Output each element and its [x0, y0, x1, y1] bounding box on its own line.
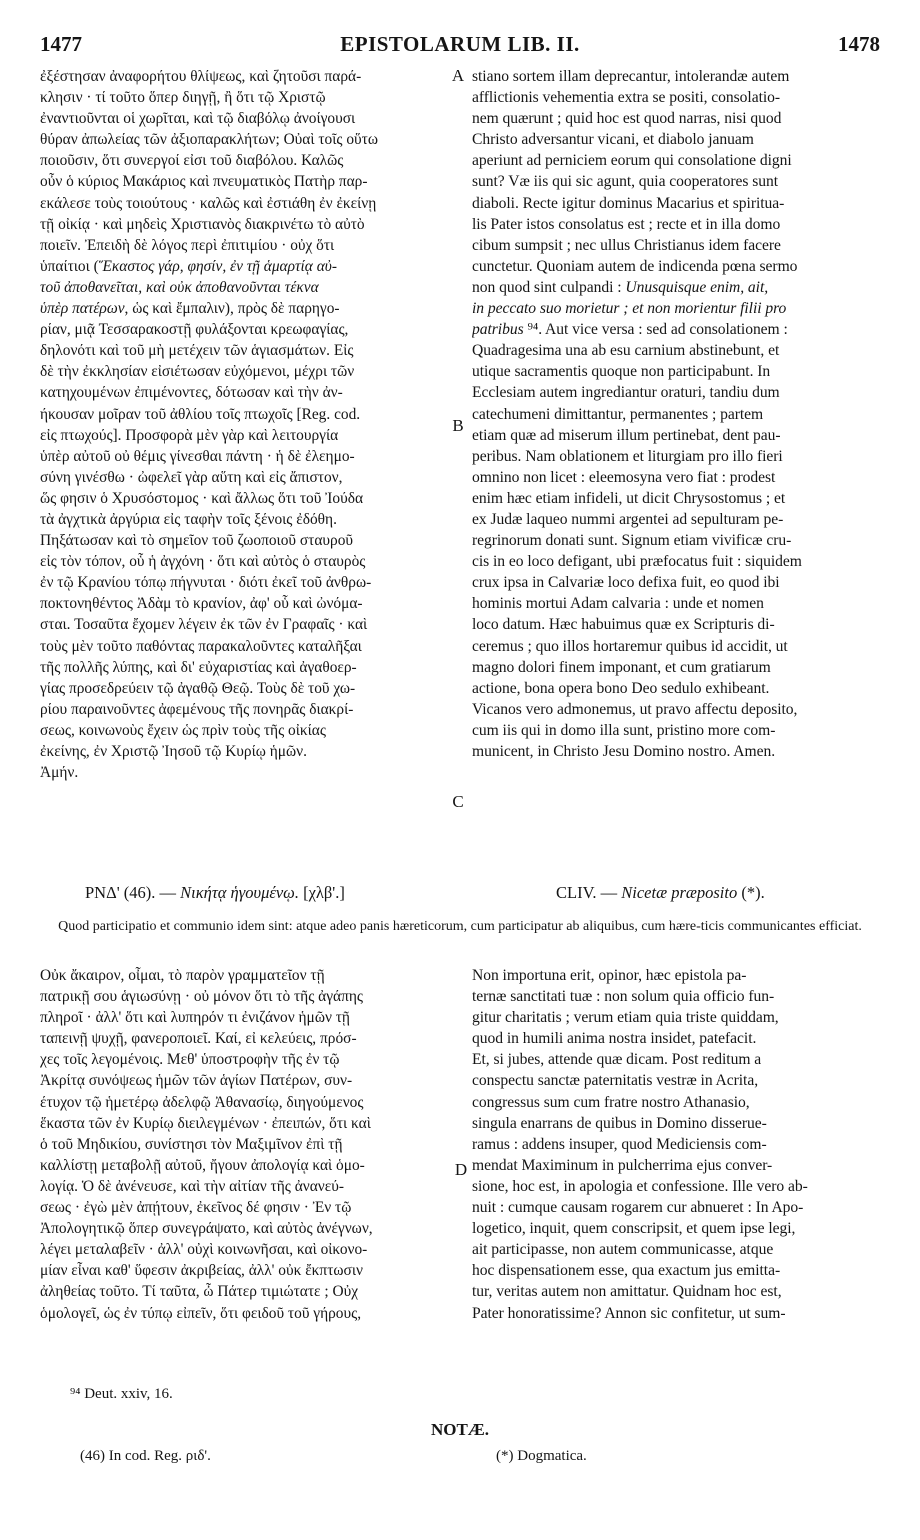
greek-line [40, 298, 458, 319]
greek-line: τὰ ἀγχτικὰ ἀργύρια εἰς ταφὴν τοῖς ξένοις ἐδόθη. [40, 510, 337, 528]
note-star: (*) Dogmatica. [496, 1448, 587, 1464]
latin-line: utique sacramentis quoque non participabunt. In [472, 363, 771, 381]
latin-text: ⁹⁴. Aut vice versa : sed ad consolationem : [523, 321, 788, 339]
scripture-quote: τοῦ ἀποθανεῖται, καὶ οὐκ ἀποθανοῦνται τέκνα [40, 278, 319, 296]
greek-line: ἐναντιοῦνται οἱ χωρῖται, καὶ τῷ διαβόλῳ ἀνοίγουσι [40, 110, 356, 128]
greek-letter-ref: [χλβ'.] [298, 883, 345, 902]
greek-letter-number: ΡΝΔ' (46). [85, 883, 156, 902]
greek-line: ἐκείνης, ἐν Χριστῷ Ἰησοῦ τῷ Κυρίῳ ἡμῶν. [40, 743, 307, 760]
greek-line: ἕκαστα τῶν ἐν Κυρίῳ διειλεγμένων · ἐπειπών, ὅτι καὶ [40, 1114, 371, 1132]
latin-line: enim hæc etiam infideli, ut dicit Chrysostomus ; et [472, 489, 786, 507]
greek-line: ὥς φησιν ὁ Χρυσόστομος · καὶ ἄλλως ὅτι τοῦ Ἰούδα [40, 489, 364, 507]
latin-line: ramus : addens insuper, quod Mediciensis com- [472, 1135, 767, 1153]
greek-line: πατρικῇ σου ἁγιωσύνῃ · οὐ μόνον ὅτι τὸ τῆς ἀγάπης [40, 988, 364, 1006]
greek-line: πληροῖ · ἀλλ' ὅτι καὶ λυπηρόν τι ἐνιζάνον ἡμῶν τῇ [40, 1009, 350, 1027]
greek-column-lower [40, 965, 458, 1324]
latin-line: ait participasse, non autem communicasse, atque [472, 1241, 774, 1259]
latin-line [472, 319, 880, 340]
latin-line: cum iis qui in domo illa sunt, pristino more com- [472, 721, 776, 739]
greek-letter-heading [85, 883, 345, 905]
scripture-quote: in peccato suo morietur ; et non morientur filii pro [472, 300, 787, 318]
greek-text: , ὡς καὶ ἔμπαλιν), πρὸς δὲ παρηγο- [124, 300, 340, 318]
latin-line: Pater honoratissime? Annon sic confitetur, ut sum- [472, 1304, 786, 1322]
latin-line: crux ipsa in Calvariæ loco defixa fuit, eo quod ibi [472, 574, 780, 592]
running-header [40, 32, 880, 62]
scripture-quote: patribus [472, 321, 524, 339]
heading-dash: — [596, 883, 622, 902]
latin-line: congressus sum cum fratre nostro Athanasio, [472, 1093, 750, 1111]
page-number-right: 1478 [838, 32, 880, 56]
latin-line: nem quærunt ; quid hoc est quod narras, nisi quod [472, 110, 782, 128]
margin-marker-c: C [452, 792, 464, 811]
latin-line: aperiunt ad perniciem eorum qui consolatione digni [472, 152, 792, 170]
latin-line: ternæ sanctitati tuæ : non solum quia officio fun- [472, 988, 775, 1006]
latin-line: peribus. Nam oblationem et liturgiam pro illo fieri [472, 447, 783, 465]
latin-line: Quadragesima una ab esu carnium abstinebunt, et [472, 342, 780, 360]
latin-line: municent, in Christo Jesu Domino nostro. Amen. [472, 743, 776, 760]
latin-line: magno dolori finem imponant, et cum gratiarum [472, 658, 771, 676]
greek-line [40, 256, 458, 277]
greek-line: κατηχουμένων ἐπιμένοντες, δότωσαν καὶ τὴν ἀν- [40, 384, 343, 402]
latin-line: cunctetur. Quoniam autem de indicenda pœna sermo [472, 257, 798, 275]
greek-line: ρίαν, μιᾷ Τεσσαρακοστῇ φυλάξονται κρεωφαγίας, [40, 321, 349, 339]
latin-line: hoc dispensationem esse, qua exactum jus emitta- [472, 1262, 781, 1280]
latin-line: singula enarrans de quibus in Domino disserue- [472, 1114, 767, 1132]
greek-line: ήκουσαν μοῖραν τοῦ ἀθλίου τοῖς πτωχοῖς [Reg. cod. [40, 405, 361, 423]
greek-line: ἐξέστησαν ἀναφορήτου θλίψεως, καὶ ζητοῦσι παρά- [40, 68, 362, 85]
letter-summary: Quod participatio et communio idem sint: atque adeo panis hæreticorum, cum participatur ab aliquibus, cum hære-ticis communicantes efficiat. [58, 919, 862, 934]
margin-marker-b: B [452, 416, 464, 435]
greek-line: ὁ τοῦ Μηδικίου, συνίστησι τὸν Μαξιμῖνον ἐπὶ τῇ [40, 1135, 343, 1153]
latin-line: cis in eo loco defigant, ubi præfocatus fuit : siquidem [472, 553, 802, 571]
greek-line: λέγει μεταλαβεῖν · ἀλλ' οὐχὶ κοινωνῆσαι, καὶ οἰκονο- [40, 1241, 368, 1259]
greek-line: ἀληθείας τοῦτο. Τί ταῦτα, ὦ Πάτερ τιμιώτατε ; Οὐχ [40, 1283, 359, 1301]
greek-line: τῇ οἰκίᾳ · καὶ μηδεὶς Χριστιανὸς διακρινέτω τὸ αὐτὸ [40, 215, 365, 233]
latin-line: regrinorum donati sunt. Signum etiam vivificæ cru- [472, 532, 792, 550]
latin-text: non quod sint culpandi : [472, 278, 626, 296]
greek-line: ποκτονηθέντος Ἀδὰμ τὸ κρανίον, ἀφ' οὗ καὶ ὠνόμα- [40, 595, 363, 613]
greek-line: οὖν ὁ κύριος Μακάριος καὶ πνευματικὸς Πατὴρ παρ- [40, 173, 368, 191]
latin-column-lower [472, 965, 880, 1324]
latin-line: afflictionis vehementia extra se positi, consolatio- [472, 89, 781, 107]
latin-line: etiam quæ ad miserum illum pertinebat, dent pau- [472, 426, 781, 444]
latin-line: omnino non licet : eleemosyna vero fiat : prodest [472, 468, 776, 486]
latin-line: cibum sumpsit ; nec ullus Christianus idem facere [472, 236, 781, 254]
greek-line: γίας προσεδρεύειν τῷ ἀγαθῷ Θεῷ. Τοὺς δὲ τοῦ χω- [40, 679, 356, 697]
greek-line: κλησιν · τί τοῦτο ὅπερ διηγῇ, ἢ ὅτι τῷ Χριστῷ [40, 89, 326, 107]
latin-line: gitur charitatis ; verum etiam quia triste quiddam, [472, 1009, 779, 1027]
greek-line: θύραν ἀπωλείας τῶν ἀξιοπαρακλήτων; Οὐαὶ τοῖς οὕτω [40, 131, 378, 149]
latin-line: ex Judæ laqueo nummi argentei ad sepulturam pe- [472, 510, 784, 528]
latin-line: actione, bona opera bono Deo sedulo exhibeant. [472, 679, 770, 697]
greek-line: εἰς πτωχούς]. Προσφορὰ μὲν γὰρ καὶ λειτουργία [40, 426, 339, 444]
greek-line: Ἀκρίτᾳ συνόψεως ἡμῶν τῶν ἁγίων Πατέρων, συν- [40, 1072, 353, 1090]
latin-letter-number: CLIV. [556, 883, 597, 902]
latin-line: catechumeni dimittantur, permanentes ; partem [472, 405, 764, 423]
latin-line: Vicanos vero admonemus, ut pravo affectu deposito, [472, 700, 798, 718]
greek-line: δὲ τὴν ἐκκλησίαν εἰσιέτωσαν εὐχόμενοι, μέχρι τῶν [40, 363, 355, 381]
greek-line: σται. Τοσαῦτα ἔχομεν λέγειν ἐκ τῶν ἐν Γραφαῖς · καὶ [40, 616, 368, 634]
greek-line: σύνη γινέσθω · ὠφελεῖ γὰρ αὕτη καὶ εἰς ἄπιστον, [40, 468, 343, 486]
latin-letter-recipient: Nicetæ præposito [621, 883, 738, 902]
greek-line: ὁμολογεῖ, ὡς ἐν τύπῳ εἰπεῖν, ὅτι φειδοῦ τοῦ γήρους, [40, 1304, 362, 1322]
notes-title: NOTÆ. [430, 1420, 490, 1439]
greek-line: Οὐκ ἄκαιρον, οἶμαι, τὸ παρὸν γραμματεῖον τῇ [40, 967, 325, 984]
margin-marker-d: D [454, 1160, 468, 1179]
latin-line: loco datum. Hæc habuimus quæ ex Scripturis di- [472, 616, 775, 634]
greek-line: χες τοῖς λεγομένοις. Μεθ' ὑποστροφὴν τῆς ἐν τῷ [40, 1051, 340, 1069]
greek-line: μίαν εἶναι καθ' ὕφεσιν ἀκριβείας, ἀλλ' οὐκ ἔκπτωσιν [40, 1262, 363, 1280]
latin-line: Ecclesiam autem ingrediantur oraturi, tandiu dum [472, 384, 780, 402]
latin-line [472, 277, 880, 298]
greek-line: εἰς τὸν τόπον, οὗ ἡ ἀγχόνη · ὅτι καὶ αὐτὸς ὁ σταυρὸς [40, 553, 366, 571]
latin-line: mendat Maximinum in pulcherrima ejus conver- [472, 1156, 773, 1174]
scripture-quote: Unusquisque enim, ait, [625, 278, 769, 296]
latin-column-upper [472, 66, 880, 762]
margin-marker-a: A [451, 66, 465, 85]
footnote-94: ⁹⁴ Deut. xxiv, 16. [70, 1386, 173, 1402]
greek-line: σεως, κοινωνοὺς ἔχειν ὡς πρὶν τοὺς τῆς οἰκίας [40, 721, 326, 739]
scripture-quote: ὑπὲρ πατέρων [40, 300, 125, 318]
latin-line: Christo adversantur vicani, et diabolo januam [472, 131, 754, 149]
greek-line: τοὺς μὲν τοῦτο παθόντας παρακαλοῦντες καταλῆξαι [40, 637, 362, 655]
greek-text: ὑπαίτιοι ( [40, 257, 99, 275]
greek-line: τῆς πολλῆς λύπης, καὶ δι' εὐχαριστίας καὶ ἀγαθοερ- [40, 658, 357, 676]
latin-line: nuit : cumque causam rogarem cur abnueret : In Apo- [472, 1199, 804, 1217]
greek-line: ταπεινῇ ψυχῇ, φανεροποιεῖ. Καί, εἰ κελεύεις, πρόσ- [40, 1030, 357, 1048]
greek-line: Πηξάτωσαν καὶ τὸ σημεῖον τοῦ ζωοποιοῦ σταυροῦ [40, 532, 354, 550]
latin-line: sione, hoc est, in apologia et confessione. Ille vero ab- [472, 1177, 808, 1195]
latin-line: Non importuna erit, opinor, hæc epistola pa- [472, 967, 747, 984]
greek-line: δηλονότι καὶ τοῦ μὴ μετέχειν τῶν ἁγιασμάτων. Εἰς [40, 342, 354, 360]
latin-line: Et, si jubes, attende quæ dicam. Post reditum a [472, 1051, 762, 1069]
greek-letter-recipient: Νικήτᾳ ἡγουμένῳ. [180, 883, 299, 902]
greek-line: εκάλεσε τοὺς τοιούτους · καλῶς καὶ ἐστιάθη ἐν ἐκείνῃ [40, 194, 377, 212]
greek-column-upper [40, 66, 458, 783]
running-title: EPISTOLARUM LIB. II. [340, 32, 580, 56]
greek-line: Ἀμήν. [40, 764, 79, 782]
greek-line: ρίου παραινοῦντες ἀφεμένους τῆς πονηρᾶς διακρί- [40, 700, 354, 718]
greek-line: λογίᾳ. Ὁ δὲ ἀνένευσε, καὶ τὴν αἰτίαν τῆς ἀνανεύ- [40, 1177, 344, 1195]
latin-line: tur, veritas autem non amittatur. Quidnam hoc est, [472, 1283, 782, 1301]
greek-line: έτυχον τῷ ἡμετέρῳ ἀδελφῷ Ἀθανασίῳ, διηγούμενος [40, 1093, 364, 1111]
heading-dash: — [155, 883, 181, 902]
greek-line: Ἀπολογητικῷ ὅπερ συνεγράψατο, καὶ αὐτὸς ἀνέγνων, [40, 1220, 373, 1238]
greek-line: ποιοῦσιν, ὅτι συνεργοί εἰσι τοῦ διαβόλου. Καλῶς [40, 152, 344, 170]
greek-line: ὑπὲρ αὐτοῦ οὐ θέμις γίνεσθαι πάντη · ἡ δὲ ἐλεημο- [40, 447, 355, 465]
latin-line: conspectu sanctæ paternitatis vestræ in Acrita, [472, 1072, 759, 1090]
greek-line: σεως · ἐγὼ μὲν ἀπῄτουν, ἐκεῖνος δέ φησιν · Ἐν τῷ [40, 1199, 352, 1217]
greek-line: ποιεῖν. Ἐπειδὴ δὲ λόγος περὶ ἐπιτιμίου · οὐχ ὅτι [40, 236, 335, 254]
latin-line: stiano sortem illam deprecantur, intolerandæ autem [472, 68, 790, 85]
latin-line: logetico, inquit, quem conscripsit, et quem ipse legi, [472, 1220, 796, 1238]
latin-letter-heading [556, 883, 765, 905]
greek-line: ἐν τῷ Κρανίου τόπῳ πήγνυται · διότι ἐκεῖ τοῦ ἀνθρω- [40, 574, 372, 592]
note-46: (46) In cod. Reg. ριδ'. [80, 1448, 211, 1464]
page-number-left: 1477 [40, 32, 82, 56]
latin-line: sunt? Væ iis qui sic agunt, quia cooperatores sunt [472, 173, 779, 191]
latin-line: diaboli. Recte igitur dominus Macarius et spiritua- [472, 194, 785, 212]
scripture-quote: Ἕκαστος γάρ, φησίν, ἐν τῇ ἁμαρτίᾳ αὐ- [98, 257, 337, 275]
greek-line: καλλίστῃ μεταβολῇ αὐτοῦ, ἤγουν ἀπολογίᾳ καὶ ὁμο- [40, 1156, 365, 1174]
latin-letter-ref: (*). [737, 883, 765, 902]
latin-line: ceremus ; quo illos hortaremur quibus id accidit, ut [472, 637, 788, 655]
latin-line: lis Pater istos consolatus est ; recte et in illa domo [472, 215, 781, 233]
latin-line: quod in humili anima nostra insidet, patefacit. [472, 1030, 757, 1048]
latin-line: hominis mortui Adam calvaria : unde et nomen [472, 595, 764, 613]
